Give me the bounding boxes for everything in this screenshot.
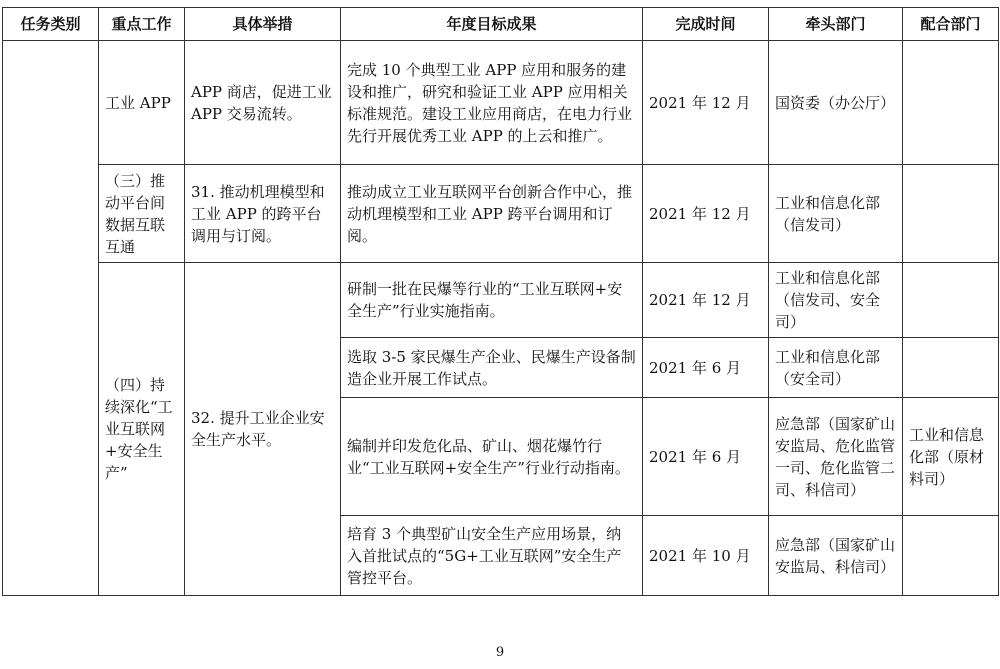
goal-cell: 推动成立工业互联网平台创新合作中心，推动机理模型和工业 APP 跨平台调用和订阅。 [341, 165, 643, 263]
coop-cell [903, 263, 999, 338]
time-cell: 2021 年 6 月 [643, 398, 769, 516]
coop-cell [903, 165, 999, 263]
header-task-category: 任务类别 [3, 8, 99, 41]
measure-cell: 32. 提升工业企业安全生产水平。 [185, 263, 341, 596]
header-focus-work: 重点工作 [99, 8, 185, 41]
lead-cell: 应急部（国家矿山安监局、科信司） [769, 516, 903, 596]
header-completion-time: 完成时间 [643, 8, 769, 41]
goal-cell: 编制并印发危化品、矿山、烟花爆竹行业“工业互联网+安全生产”行业行动指南。 [341, 398, 643, 516]
goal-cell: 选取 3-5 家民爆生产企业、民爆生产设备制造企业开展工作试点。 [341, 338, 643, 398]
lead-cell: 工业和信息化部（信发司） [769, 165, 903, 263]
measure-cell: APP 商店，促进工业 APP 交易流转。 [185, 41, 341, 165]
task-category-cell [3, 41, 99, 596]
focus-work-cell: （三）推动平台间数据互联互通 [99, 165, 185, 263]
goal-cell: 研制一批在民爆等行业的“工业互联网+安全生产”行业实施指南。 [341, 263, 643, 338]
header-coop-department: 配合部门 [903, 8, 999, 41]
coop-cell: 工业和信息化部（原材料司） [903, 398, 999, 516]
focus-work-cell: （四）持续深化“工业互联网+安全生产” [99, 263, 185, 596]
time-cell: 2021 年 12 月 [643, 263, 769, 338]
page-number: 9 [495, 645, 505, 660]
lead-cell: 工业和信息化部（信发司、安全司） [769, 263, 903, 338]
goal-cell: 完成 10 个典型工业 APP 应用和服务的建设和推广，研究和验证工业 APP 应用相关标准规范。建设工业应用商店，在电力行业先行开展优秀工业 APP 的上云和推广。 [341, 41, 643, 165]
header-annual-goals: 年度目标成果 [341, 8, 643, 41]
time-cell: 2021 年 10 月 [643, 516, 769, 596]
table-row [3, 263, 999, 338]
lead-cell: 应急部（国家矿山安监局、危化监管一司、危化监管二司、科信司） [769, 398, 903, 516]
task-table [2, 7, 999, 596]
lead-cell: 国资委（办公厅） [769, 41, 903, 165]
goal-cell: 培育 3 个典型矿山安全生产应用场景，纳入首批试点的“5G+工业互联网”安全生产管控平台。 [341, 516, 643, 596]
table-row [3, 41, 999, 165]
coop-cell [903, 338, 999, 398]
time-cell: 2021 年 12 月 [643, 165, 769, 263]
time-cell: 2021 年 12 月 [643, 41, 769, 165]
focus-work-cell: 工业 APP [99, 41, 185, 165]
table-row [3, 165, 999, 263]
coop-cell [903, 41, 999, 165]
header-specific-measures: 具体举措 [185, 8, 341, 41]
time-cell: 2021 年 6 月 [643, 338, 769, 398]
measure-cell: 31. 推动机理模型和工业 APP 的跨平台调用与订阅。 [185, 165, 341, 263]
header-row [3, 8, 999, 41]
header-lead-department: 牵头部门 [769, 8, 903, 41]
coop-cell [903, 516, 999, 596]
lead-cell: 工业和信息化部（安全司） [769, 338, 903, 398]
